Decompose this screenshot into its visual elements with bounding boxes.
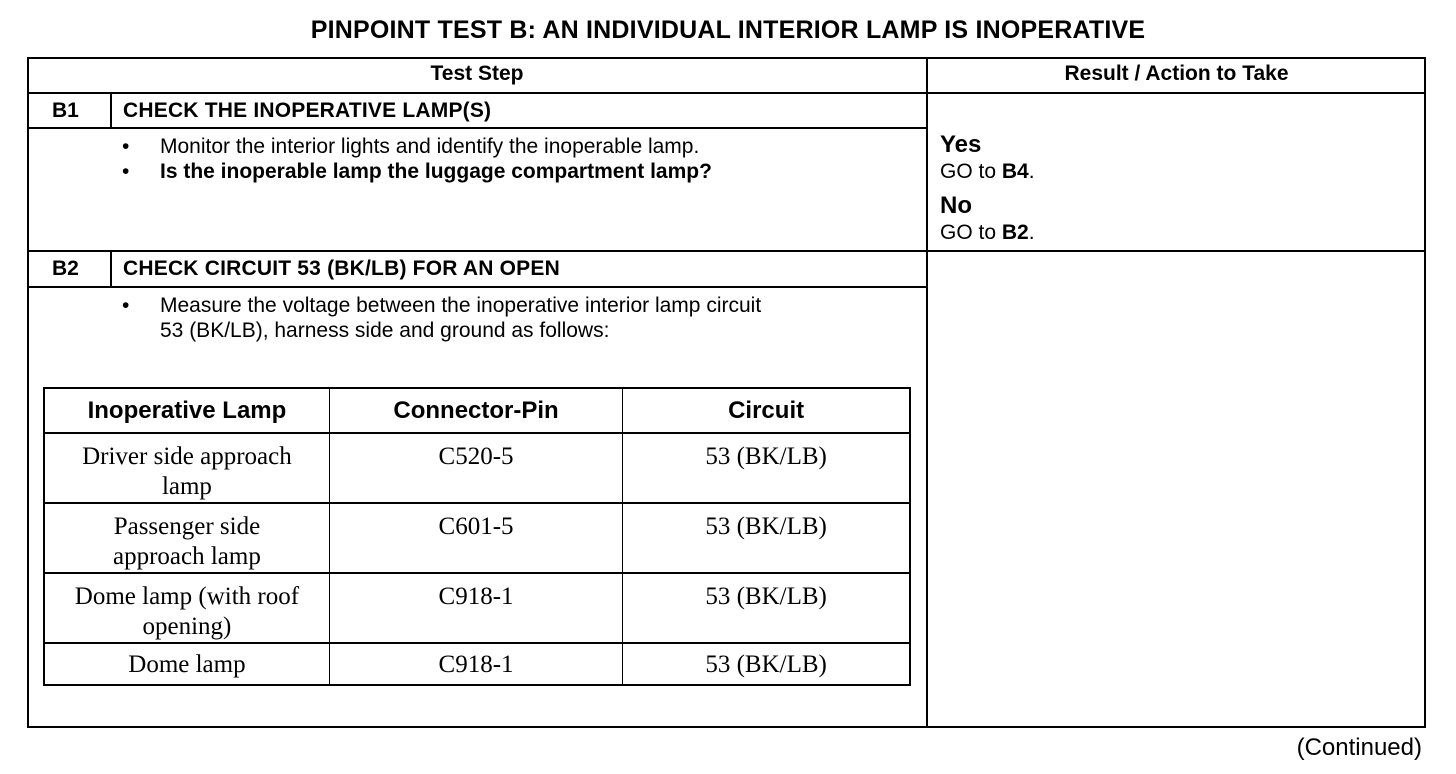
step-b1-id: B1: [52, 99, 79, 122]
table-header-row: [44, 388, 910, 433]
cell-circuit: 53 (BK/LB): [623, 503, 910, 573]
page-title: PINPOINT TEST B: AN INDIVIDUAL INTERIOR LAMP IS INOPERATIVE: [310, 16, 1146, 44]
step-b2-id: B2: [52, 257, 79, 280]
column-divider: [926, 57, 928, 728]
cell-connector-pin: C918-1: [329, 573, 622, 643]
cell-connector-pin: C918-1: [329, 643, 622, 685]
result-yes-action-text: GO to: [940, 160, 1002, 183]
bullet-question: Is the inoperable lamp the luggage compartment lamp?: [160, 160, 712, 183]
cell-circuit: 53 (BK/LB): [623, 573, 910, 643]
column-inoperative-lamp: Inoperative Lamp: [44, 388, 329, 433]
result-yes-end: .: [1028, 160, 1035, 183]
connector-pin-table: [43, 387, 911, 686]
cell-lamp-line-2: lamp: [161, 473, 212, 500]
column-connector-pin: Connector-Pin: [329, 388, 622, 433]
cell-connector-pin: C601-5: [329, 503, 622, 573]
table-row: [44, 573, 910, 643]
cell-lamp-line-1: Driver side approach: [82, 443, 292, 470]
b1-id-divider: [110, 92, 112, 128]
column-circuit: Circuit: [623, 388, 910, 433]
header-result-action: Result / Action to Take: [1064, 62, 1289, 85]
b2-id-divider: [110, 250, 112, 287]
table-row: [44, 643, 910, 685]
result-yes-action: [940, 160, 1035, 184]
bullet-text-line-2: 53 (BK/LB), harness side and ground as follows:: [160, 319, 610, 342]
header-test-step: Test Step: [430, 62, 524, 85]
b1-b2-divider: [27, 250, 1426, 252]
cell-lamp: [44, 573, 329, 643]
cell-lamp: [44, 433, 329, 503]
result-no-label: No: [940, 192, 972, 219]
result-yes-label: Yes: [940, 131, 982, 158]
table-row: [44, 433, 910, 503]
bullet-text: Monitor the interior lights and identify the inoperable lamp.: [160, 135, 700, 158]
cell-lamp-line-1: Dome lamp (with roof: [74, 583, 300, 610]
result-no-end: .: [1028, 221, 1035, 244]
cell-lamp-line-2: approach lamp: [113, 543, 261, 570]
header-divider: [27, 92, 1426, 94]
cell-lamp-line-1: Dome lamp: [128, 651, 246, 678]
result-no-action: [940, 221, 1035, 245]
cell-circuit: 53 (BK/LB): [623, 433, 910, 503]
cell-lamp: [44, 643, 329, 685]
cell-lamp-line-2: opening): [142, 613, 232, 640]
continued-label: (Continued): [1296, 734, 1422, 761]
cell-circuit: 53 (BK/LB): [623, 643, 910, 685]
step-b1-title: CHECK THE INOPERATIVE LAMP(S): [123, 99, 492, 122]
cell-lamp-line-1: Passenger side: [113, 513, 261, 540]
bullet-icon: •: [122, 160, 130, 183]
result-no-action-text: GO to: [940, 221, 1002, 244]
result-no-target: B2: [1001, 221, 1029, 244]
bullet-icon: •: [122, 135, 130, 158]
b2-title-divider: [27, 286, 927, 288]
result-yes-target: B4: [1001, 160, 1029, 183]
b1-title-divider: [27, 127, 927, 129]
table-row: [44, 503, 910, 573]
bullet-text-line-1: Measure the voltage between the inoperative interior lamp circuit: [160, 294, 762, 317]
step-b2-title: CHECK CIRCUIT 53 (BK/LB) FOR AN OPEN: [123, 257, 560, 280]
bullet-icon: •: [122, 294, 130, 317]
cell-connector-pin: C520-5: [329, 433, 622, 503]
cell-lamp: [44, 503, 329, 573]
